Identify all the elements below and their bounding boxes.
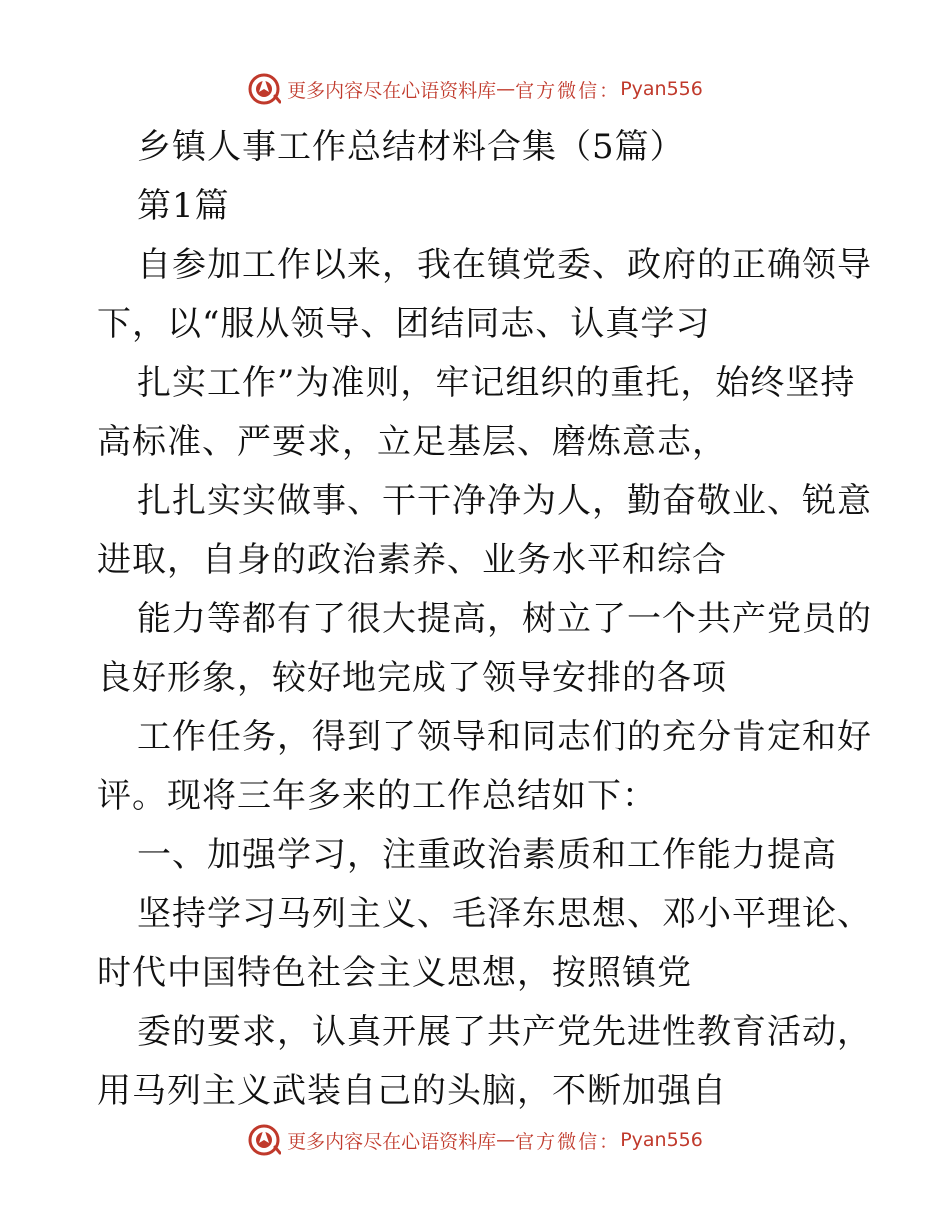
text-line: 能力等都有了很大提高，树立了一个共产党员的: [137, 599, 872, 639]
watermark-wechat-id: Pyan556: [620, 78, 703, 100]
header-watermark: [0, 72, 950, 106]
watermark-wechat-id: Pyan556: [620, 1129, 703, 1151]
text-line: 扎扎实实做事、干干净净为人，勤奋敬业、锐意: [137, 481, 872, 521]
text-line: 工作任务，得到了领导和同志们的充分肯定和好: [137, 717, 872, 757]
text-line: 下，以“服从领导、团结同志、认真学习: [97, 304, 711, 344]
footer-watermark: [0, 1123, 950, 1157]
document-title: 乡镇人事工作总结材料合集（5篇）: [137, 127, 685, 167]
text-line: 时代中国特色社会主义思想，按照镇党: [97, 953, 692, 993]
text-line: 进取，自身的政治素养、业务水平和综合: [97, 540, 727, 580]
text-line: 用马列主义武装自己的头脑，不断加强自: [97, 1071, 727, 1111]
pen-logo-icon: [247, 1123, 281, 1157]
watermark-dash: —: [496, 1129, 516, 1151]
text-line: 扎实工作”为准则，牢记组织的重托，始终坚持: [137, 363, 856, 403]
text-line: 良好形象，较好地完成了领导安排的各项: [97, 658, 727, 698]
text-line: 评。现将三年多来的工作总结如下：: [97, 776, 657, 816]
watermark-official-label: 官方微信：: [515, 79, 621, 102]
watermark-text: 更多内容尽在心语资料库: [287, 1130, 497, 1153]
pen-logo-icon: [247, 72, 281, 106]
text-line: 坚持学习马列主义、毛泽东思想、邓小平理论、: [137, 894, 872, 934]
text-line: 自参加工作以来，我在镇党委、政府的正确领导: [137, 245, 872, 285]
document-body: [97, 118, 872, 1121]
watermark-text: 更多内容尽在心语资料库: [287, 79, 497, 102]
watermark-official-label: 官方微信：: [515, 1130, 621, 1153]
watermark-dash: —: [496, 78, 516, 100]
subsection-heading: 一、加强学习，注重政治素质和工作能力提高: [137, 835, 837, 875]
text-line: 高标准、严要求，立足基层、磨炼意志，: [97, 422, 727, 462]
text-line: 委的要求，认真开展了共产党先进性教育活动，: [137, 1012, 872, 1052]
section-heading: 第1篇: [137, 186, 230, 226]
